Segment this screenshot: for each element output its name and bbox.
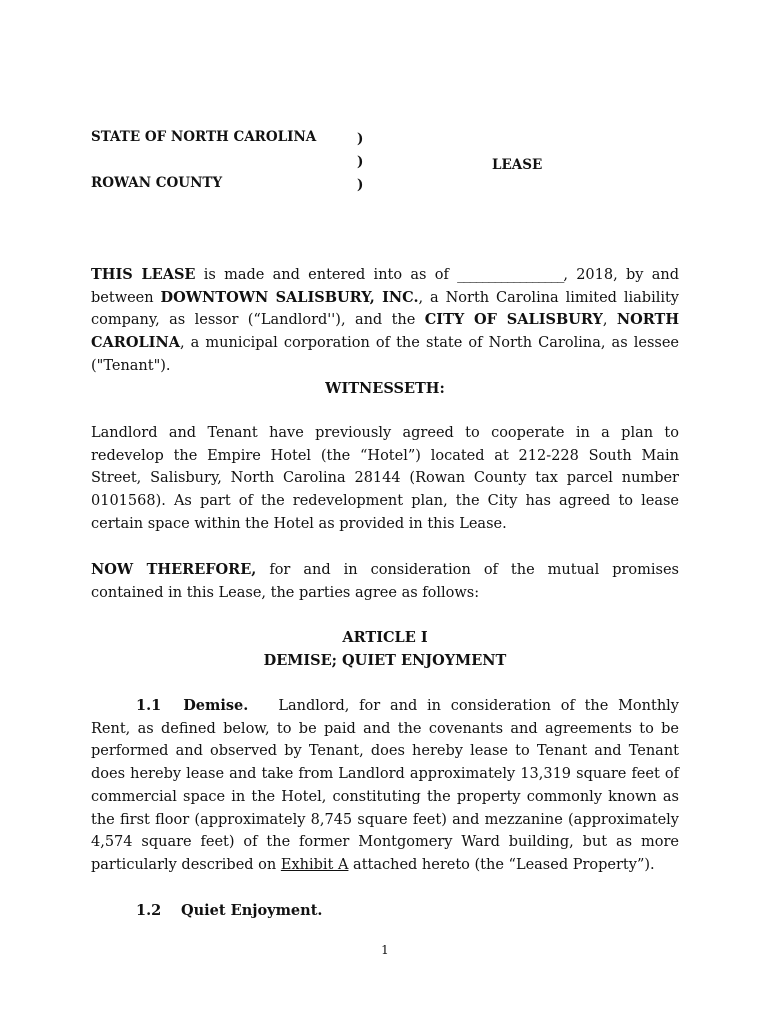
section-1-1: [91, 695, 679, 877]
caption-county: ROWAN COUNTY: [91, 175, 223, 191]
section-1-2-number: 1.2: [136, 902, 162, 919]
intro-text-4: , a municipal corporation of the state of North Carolina, as lessee ("Tenant").: [91, 335, 679, 374]
now-therefore-paragraph: [91, 559, 679, 604]
landlord-name: DOWNTOWN SALISBURY, INC.: [160, 288, 419, 306]
document-title: LEASE: [492, 157, 543, 173]
section-1-1-heading: Demise.: [183, 697, 249, 714]
caption-state: STATE OF NORTH CAROLINA: [91, 129, 317, 145]
section-1-2-heading: Quiet Enjoyment.: [181, 902, 323, 919]
article-title: DEMISE; QUIET ENJOYMENT: [263, 652, 507, 669]
intro-paragraph: [91, 264, 679, 378]
caption-paren-3: ): [357, 177, 364, 193]
intro-comma: ,: [602, 312, 617, 329]
intro-lead: THIS LEASE: [91, 266, 196, 283]
caption-paren-1: ): [357, 131, 364, 147]
document-page: [91, 0, 679, 1024]
recital-paragraph: Landlord and Tenant have previously agreed to cooperate in a plan to redevelop the Empire Hotel (the “Hotel”) located at 212-228 South Main Street, Salisbury, North Carolina 28144 (Rowan County tax parcel number 0101568). As part of the redevelopment plan, the City has agreed to lease certain space within the Hotel as provided in this Lease.: [91, 425, 679, 532]
now-therefore-lead: NOW THEREFORE,: [91, 561, 257, 578]
now-therefore-text: for and in consideration of the mutual promises contained in this Lease, the parties agree as follows:: [91, 562, 679, 601]
tenant-state: NORTH CAROLINA: [91, 311, 680, 352]
tenant-city: CITY OF SALISBURY: [424, 311, 603, 329]
section-1-1-text-2: attached hereto (the “Leased Property”).: [348, 856, 655, 873]
section-1-1-text-1: Landlord, for and in consideration of the Monthly Rent, as defined below, to be paid and the covenants and agreements to be performed and observed by Tenant, does hereby lease to Tenant and Tenant does hereby lease and take from Landlord approximately 13,319 square feet of commercial space in the Hotel, constituting the property commonly known as the first floor (approximately 8,745 square feet) and mezzanine (approximately 4,574 square feet) of the former Montgomery Ward building, but as more particularly described on: [91, 698, 679, 873]
intro-text-3: , a North Carolina limited liability company, as lessor (“Landlord''), and the: [91, 289, 679, 329]
section-1-1-number: 1.1: [136, 697, 162, 714]
exhibit-a-link: Exhibit A: [280, 856, 349, 873]
caption-paren-2: ): [357, 154, 364, 170]
witnesseth-heading: WITNESSETH:: [325, 380, 445, 397]
intro-text-2: , 2018, by and between: [91, 267, 679, 306]
article-number: ARTICLE I: [342, 629, 428, 646]
date-blank: _________________: [457, 267, 564, 283]
page-number: 1: [381, 943, 389, 957]
intro-text-1: is made and entered into as of: [195, 267, 458, 283]
